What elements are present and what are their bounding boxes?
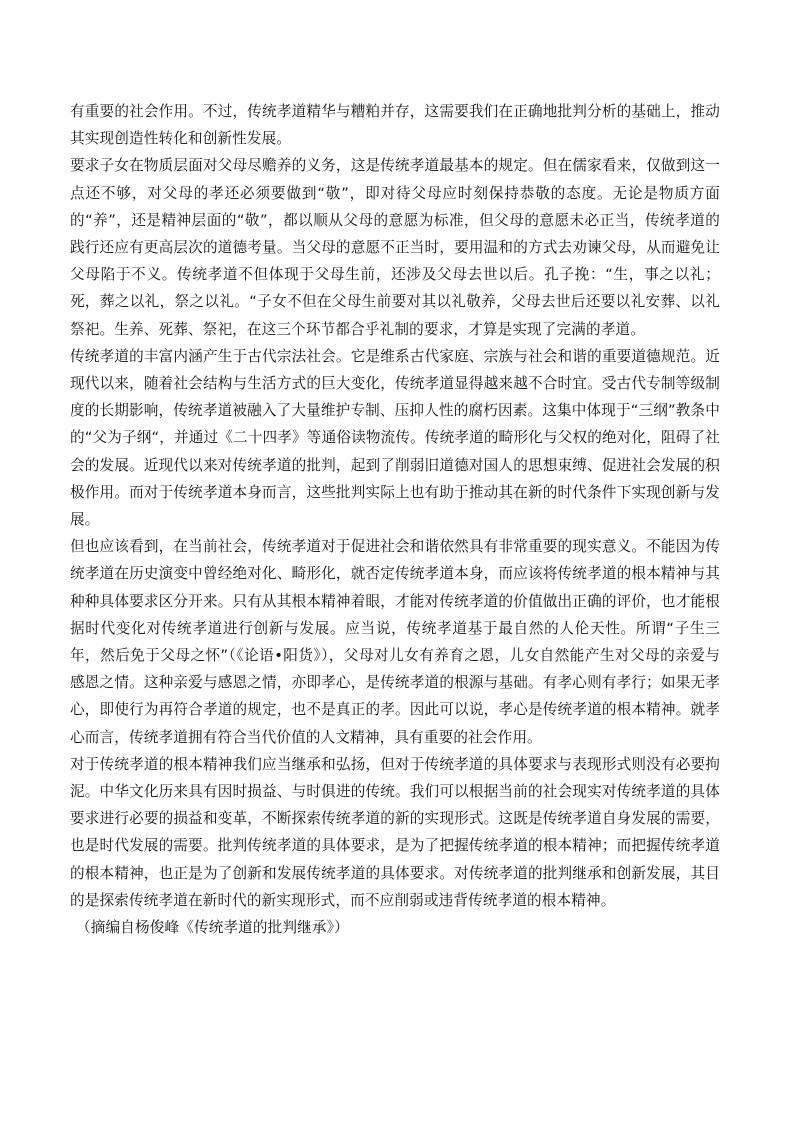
source-citation: （摘编自杨俊峰《传统孝道的批判继承》） bbox=[76, 919, 349, 937]
paragraph-5: 对于传统孝道的根本精神我们应当继承和弘扬，但对于传统孝道的具体要求与表现形式则没有必要拘泥。中华文化历来具有因时损益、与时俱进的传统。我们可以根据当前的社会现实对传统孝道的具体要求进行必要的损益和变革，不断探索传统孝道的新的实现形式。这既是传统孝道自身发展的需要，也是时代发展的需要。批判传统孝道的具体要求，是为了把握传统孝道的根本精神；而把握传统孝道的根本精神，也正是为了创新和发展传统孝道的具体要求。对传统孝道的批判继承和创新发展，其目的是探索传统孝道在新时代的新实现形式，而不应削弱或违背传统孝道的根本精神。 bbox=[70, 755, 720, 909]
paragraph-3: 传统孝道的丰富内涵产生于古代宗法社会。它是维系古代家庭、宗族与社会和谐的重要道德规范。近现代以来，随着社会结构与生活方式的巨大变化，传统孝道显得越来越不合时宜。受古代专制等级制度的长期影响，传统孝道被融入了大量维护专制、压抑人性的腐朽因素。这集中体现于“三纲”教条中的“父为子纲“，并通过《二十四孝》等通俗读物流传。传统孝道的畸形化与父权的绝对化，阻碍了社会的发展。近现代以来对传统孝道的批判，起到了削弱旧道德对国人的思想束缚、促进社会发展的积极作用。而对于传统孝道本身而言，这些批判实际上也有助于推动其在新的时代条件下实现创新与发展。 bbox=[70, 347, 720, 529]
paragraph-1: 有重要的社会作用。不过，传统孝道精华与糟粕并存，这需要我们在正确地批判分析的基础上，推动其实现创造性转化和创新性发展。 bbox=[70, 103, 720, 148]
paragraph-2: 要求子女在物质层面对父母尽赡养的义务，这是传统孝道最基本的规定。但在儒家看来，仅做到这一点还不够，对父母的孝还必须要做到“敬”，即对待父母应时刻保持恭敬的态度。无论是物质方面的“养”，还是精神层面的“敬”，都以顺从父母的意愿为标准，但父母的意愿未必正当，传统孝道的践行还应有更高层次的道德考量。当父母的意愿不正当时，要用温和的方式去劝谏父母，从而避免让父母陷于不义。传统孝道不但体现于父母生前，还涉及父母去世以后。孔子挽：“生，事之以礼；死，葬之以礼，祭之以礼。“子女不但在父母生前要对其以礼敬养，父母去世后还要以礼安葬、以礼祭祀。生养、死葬、祭祀，在这三个环节都合乎礼制的要求，才算是实现了完满的孝道。 bbox=[70, 157, 720, 338]
paragraph-4: 但也应该看到，在当前社会，传统孝道对于促进社会和谐依然具有非常重要的现实意义。不能因为传统孝道在历史演变中曾经绝对化、畸形化，就否定传统孝道本身，而应该将传统孝道的根本精神与其种种具体要求区分开来。只有从其根本精神着眼，才能对传统孝道的价值做出正确的评价，也才能根据时代变化对传统孝道进行创新与发展。应当说，传统孝道基于最自然的人伦天性。所谓“子生三年，然后免于父母之怀”（《论语•阳货》），父母对儿女有养育之恩，儿女自然能产生对父母的亲爱与感恩之情。这种亲爱与感恩之情，亦即孝心，是传统孝道的根源与基础。有孝心则有孝行；如果无孝心，即使行为再符合孝道的规定，也不是真正的孝。因此可以说，孝心是传统孝道的根本精神。就孝心而言，传统孝道拥有符合当代价值的人文精神，具有重要的社会作用。 bbox=[70, 538, 720, 746]
article-body bbox=[70, 98, 720, 941]
